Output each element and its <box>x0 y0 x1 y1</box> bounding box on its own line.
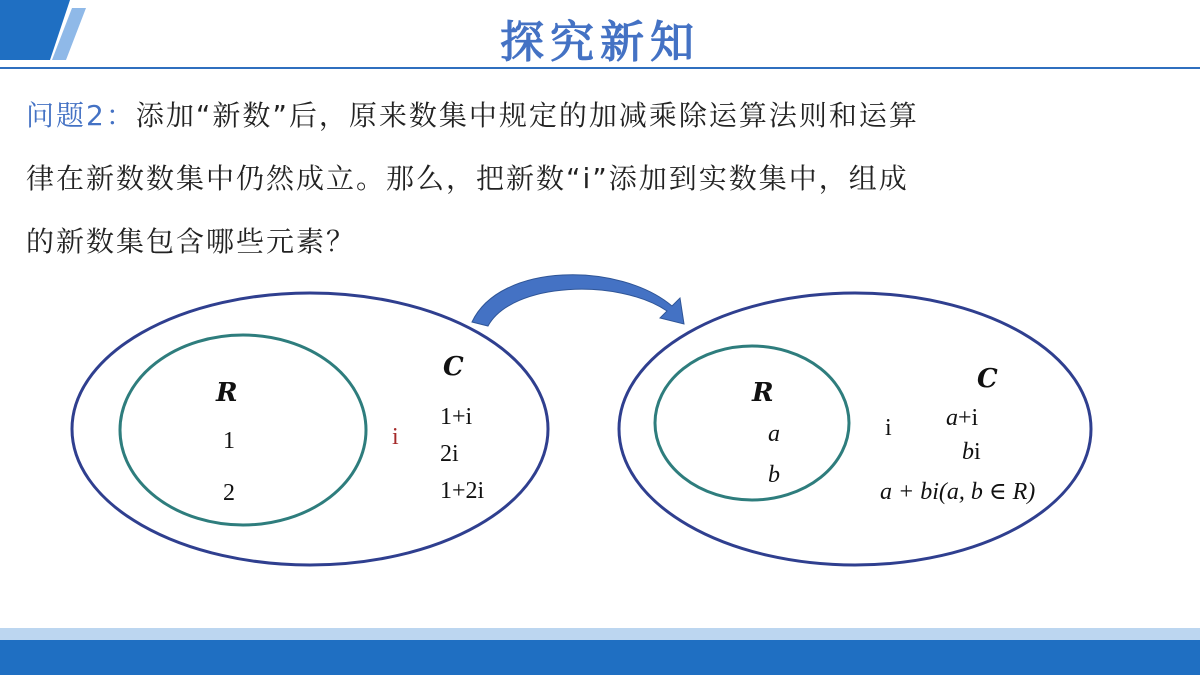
question-label: 问题2： <box>26 99 136 132</box>
left-inner-item-2: 2 <box>223 480 235 506</box>
left-r-label: R <box>216 378 238 408</box>
question-text-1: 添加“新数”后，原来数集中规定的加减乘除运算法则和运算 <box>135 99 919 132</box>
right-outer-item-general-form: a + bi(a, b ∈ R) <box>880 479 1036 505</box>
left-inner-item-1: 1 <box>223 428 235 454</box>
plus-i: +i <box>958 405 979 431</box>
footer-light-band <box>0 628 1200 640</box>
left-outer-ellipse-c <box>72 293 548 565</box>
question-line-3: 的新数集包含哪些元素？ <box>26 225 357 258</box>
right-inner-item-b: b <box>768 462 780 488</box>
question-line-2: 律在新数数集中仍然成立。那么，把新数“i”添加到实数集中，组成 <box>26 162 909 195</box>
left-outer-item-3: 1+2i <box>440 478 485 504</box>
footer-bar <box>0 640 1200 675</box>
left-inner-ellipse-r <box>120 335 366 525</box>
right-outer-item-a-plus-i <box>946 405 978 432</box>
imag-i: i <box>974 439 981 465</box>
left-added-element-i: i <box>392 424 399 450</box>
curved-arrow-icon <box>472 275 684 326</box>
right-c-label: C <box>977 364 998 394</box>
right-inner-ellipse-r <box>655 346 849 500</box>
right-r-label: R <box>752 378 774 408</box>
var-b: b <box>962 439 974 465</box>
right-added-element-i: i <box>885 415 892 441</box>
right-outer-item-bi <box>962 439 981 466</box>
left-outer-item-1: 1+i <box>440 404 473 430</box>
left-outer-item-2: 2i <box>440 441 459 467</box>
right-inner-item-a: a <box>768 421 780 447</box>
right-outer-ellipse-c <box>619 293 1091 565</box>
page-title: 探究新知 <box>500 17 700 68</box>
left-c-label: C <box>443 352 464 382</box>
var-a: a <box>946 405 958 431</box>
